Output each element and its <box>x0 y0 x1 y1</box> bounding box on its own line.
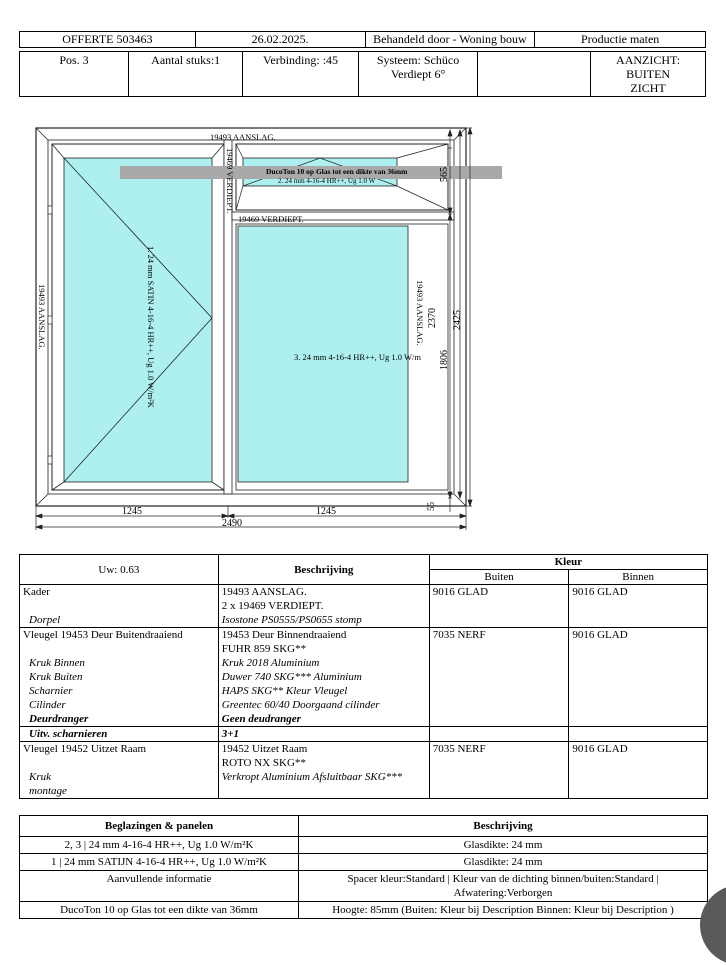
verdiept-vertical-label: 19469 VERDIEPT. <box>225 148 235 214</box>
right-aanslag-label: 19493 AANSLAG. <box>415 280 425 346</box>
view-line-2: ZICHT <box>630 81 666 95</box>
inside-header: Binnen <box>569 570 708 585</box>
spec-cell-in: 9016 GLAD <box>569 628 708 643</box>
spec-cell-label: Cilinder <box>20 698 219 712</box>
spec-cell-label: Vleugel 19453 Deur Buitendraaiend <box>20 628 219 643</box>
spec-cell-label: Kader <box>20 585 219 600</box>
spec-cell-in: 9016 GLAD <box>569 742 708 757</box>
spec-cell-in <box>569 756 708 770</box>
spec-cell-out <box>429 770 569 784</box>
spec-cell-in <box>569 599 708 613</box>
spec-cell-out <box>429 784 569 799</box>
spec-cell-out <box>429 756 569 770</box>
glazing-row <box>20 902 708 919</box>
offer-number: OFFERTE 503463 <box>20 32 196 48</box>
spec-cell-in <box>569 770 708 784</box>
view-line-1: AANZICHT: BUITEN <box>616 53 681 81</box>
dim-55: 55 <box>426 502 436 511</box>
spec-cell-out <box>429 656 569 670</box>
spec-cell-out <box>429 670 569 684</box>
spec-cell-label: Kruk Buiten <box>20 670 219 684</box>
spec-cell-in <box>569 727 708 742</box>
spec-cell-out: 7035 NERF <box>429 742 569 757</box>
spec-body <box>20 585 708 799</box>
uw-value: Uw: 0.63 <box>20 555 219 585</box>
spec-cell-in <box>569 784 708 799</box>
spec-row <box>20 742 708 757</box>
dim-1245-left: 1245 <box>122 506 142 517</box>
spec-cell-desc: Isostone PS0555/PS0655 stomp <box>218 613 429 628</box>
spec-cell-desc: Verkropt Aluminium Afsluitbaar SKG*** <box>218 770 429 784</box>
spec-cell-in <box>569 613 708 628</box>
dim-565: 565 <box>439 167 450 182</box>
left-glass-pane <box>64 158 212 482</box>
spec-row <box>20 599 708 613</box>
quantity: Aantal stuks:1 <box>128 52 242 97</box>
spec-row <box>20 756 708 770</box>
spec-row <box>20 613 708 628</box>
spec-row <box>20 642 708 656</box>
horizontal-dimensions <box>36 506 466 530</box>
spec-cell-out <box>429 698 569 712</box>
view <box>591 52 706 97</box>
glazing-cell-left: DucoTon 10 op Glas tot een dikte van 36mm <box>20 902 299 919</box>
spec-cell-out <box>429 613 569 628</box>
spec-cell-desc: 2 x 19469 VERDIEPT. <box>218 599 429 613</box>
header-row-1 <box>19 31 706 48</box>
left-aanslag-label: 19493 AANSLAG. <box>37 284 47 350</box>
connection: Verbinding: :45 <box>243 52 358 97</box>
spec-cell-label: Dorpel <box>20 613 219 628</box>
spec-cell-out <box>429 642 569 656</box>
spec-row <box>20 628 708 643</box>
dim-2425: 2425 <box>452 310 463 330</box>
spec-row <box>20 684 708 698</box>
spec-cell-label: Scharnier <box>20 684 219 698</box>
spec-row <box>20 670 708 684</box>
system-line-1: Systeem: Schüco <box>376 53 460 67</box>
spec-cell-in <box>569 698 708 712</box>
spec-cell-label: Kruk <box>20 770 219 784</box>
spec-cell-desc: Geen deudranger <box>218 712 429 727</box>
spec-cell-label: Deurdranger <box>20 712 219 727</box>
spec-row <box>20 770 708 784</box>
spec-cell-label: montage <box>20 784 219 799</box>
spec-cell-in <box>569 656 708 670</box>
glazing-description-header: Beschrijving <box>299 816 708 837</box>
spec-cell-desc: HAPS SKG** Kleur Vleugel <box>218 684 429 698</box>
spec-row <box>20 585 708 600</box>
spec-cell-desc: Duwer 740 SKG*** Aluminium <box>218 670 429 684</box>
empty-cell <box>478 52 591 97</box>
glazing-row <box>20 854 708 871</box>
left-glass-label: 1. 24 mm SATIN 4-16-4 HR++, Ug 1.0 W/m²K <box>146 246 156 408</box>
spec-cell-in <box>569 642 708 656</box>
production-sizes: Productie maten <box>535 32 706 48</box>
dim-2490: 2490 <box>222 518 242 529</box>
right-glass-label: 3. 24 mm 4-16-4 HR++, Ug 1.0 W/m <box>294 352 422 362</box>
spec-cell-desc <box>218 784 429 799</box>
top-aanslag-label: 19493 AANSLAG. <box>210 132 276 142</box>
verdiept-horizontal-label: 19469 VERDIEPT. <box>238 214 304 224</box>
glazing-cell-left: Aanvullende informatie <box>20 871 299 902</box>
dim-1806: 1806 <box>439 350 450 370</box>
glazing-body <box>20 837 708 919</box>
glazing-cell-right: Hoogte: 85mm (Buiten: Kleur bij Description Binnen: Kleur bij Description ) <box>299 902 708 919</box>
glazing-table <box>19 815 708 919</box>
position: Pos. 3 <box>20 52 129 97</box>
glazing-cell-right: Glasdikte: 24 mm <box>299 854 708 871</box>
spec-cell-desc: 3+1 <box>218 727 429 742</box>
spec-cell-out <box>429 599 569 613</box>
glazing-cell-left: 2, 3 | 24 mm 4-16-4 HR++, Ug 1.0 W/m²K <box>20 837 299 854</box>
spec-cell-out <box>429 712 569 727</box>
description-header: Beschrijving <box>218 555 429 585</box>
spec-cell-in <box>569 670 708 684</box>
glazing-cell-right: Spacer kleur:Standard | Kleur van de dichting binnen/buiten:Standard | Afwatering:Verborgen <box>299 871 708 902</box>
spec-cell-desc: 19453 Deur Binnendraaiend <box>218 628 429 643</box>
spec-cell-out: 9016 GLAD <box>429 585 569 600</box>
spec-cell-label: Kruk Binnen <box>20 656 219 670</box>
system-line-2: Verdiept 6° <box>390 67 446 81</box>
technical-drawing <box>0 108 726 548</box>
spec-cell-label: Uitv. scharnieren <box>20 727 219 742</box>
glazing-row <box>20 871 708 902</box>
spec-cell-desc: 19493 AANSLAG. <box>218 585 429 600</box>
spec-row <box>20 656 708 670</box>
color-header: Kleur <box>429 555 707 570</box>
spec-cell-desc: Kruk 2018 Aluminium <box>218 656 429 670</box>
dim-1245-right: 1245 <box>316 506 336 517</box>
glazing-cell-left: 1 | 24 mm SATIJN 4-16-4 HR++, Ug 1.0 W/m²K <box>20 854 299 871</box>
glazing-header: Beglazingen & panelen <box>20 816 299 837</box>
offer-date: 26.02.2025. <box>195 32 365 48</box>
spec-cell-out <box>429 684 569 698</box>
spec-cell-desc: ROTO NX SKG** <box>218 756 429 770</box>
spec-cell-label <box>20 756 219 770</box>
spec-cell-in <box>569 712 708 727</box>
spec-cell-desc: Greentec 60/40 Doorgaand cilinder <box>218 698 429 712</box>
dim-2370: 2370 <box>427 308 438 328</box>
spec-cell-in <box>569 684 708 698</box>
spec-table <box>19 554 708 799</box>
spec-cell-desc: 19452 Uitzet Raam <box>218 742 429 757</box>
spec-row <box>20 727 708 742</box>
vent-glass-label: 2. 24 mm 4-16-4 HR++, Ug 1.0 W <box>278 177 376 185</box>
spec-cell-label: Vleugel 19452 Uitzet Raam <box>20 742 219 757</box>
header-row-2 <box>19 51 706 97</box>
treated-by: Behandeld door - Woning bouw <box>365 32 535 48</box>
glazing-row <box>20 837 708 854</box>
glazing-cell-right: Glasdikte: 24 mm <box>299 837 708 854</box>
spec-row <box>20 712 708 727</box>
spec-cell-in: 9016 GLAD <box>569 585 708 600</box>
ducoton-label: DucoTon 10 op Glas tot een dikte van 36mm <box>266 167 408 176</box>
spec-cell-label <box>20 642 219 656</box>
spec-row <box>20 698 708 712</box>
spec-cell-out <box>429 727 569 742</box>
spec-cell-out: 7035 NERF <box>429 628 569 643</box>
system <box>358 52 478 97</box>
spec-cell-label <box>20 599 219 613</box>
spec-row <box>20 784 708 799</box>
outside-header: Buiten <box>429 570 569 585</box>
spec-cell-desc: FUHR 859 SKG** <box>218 642 429 656</box>
